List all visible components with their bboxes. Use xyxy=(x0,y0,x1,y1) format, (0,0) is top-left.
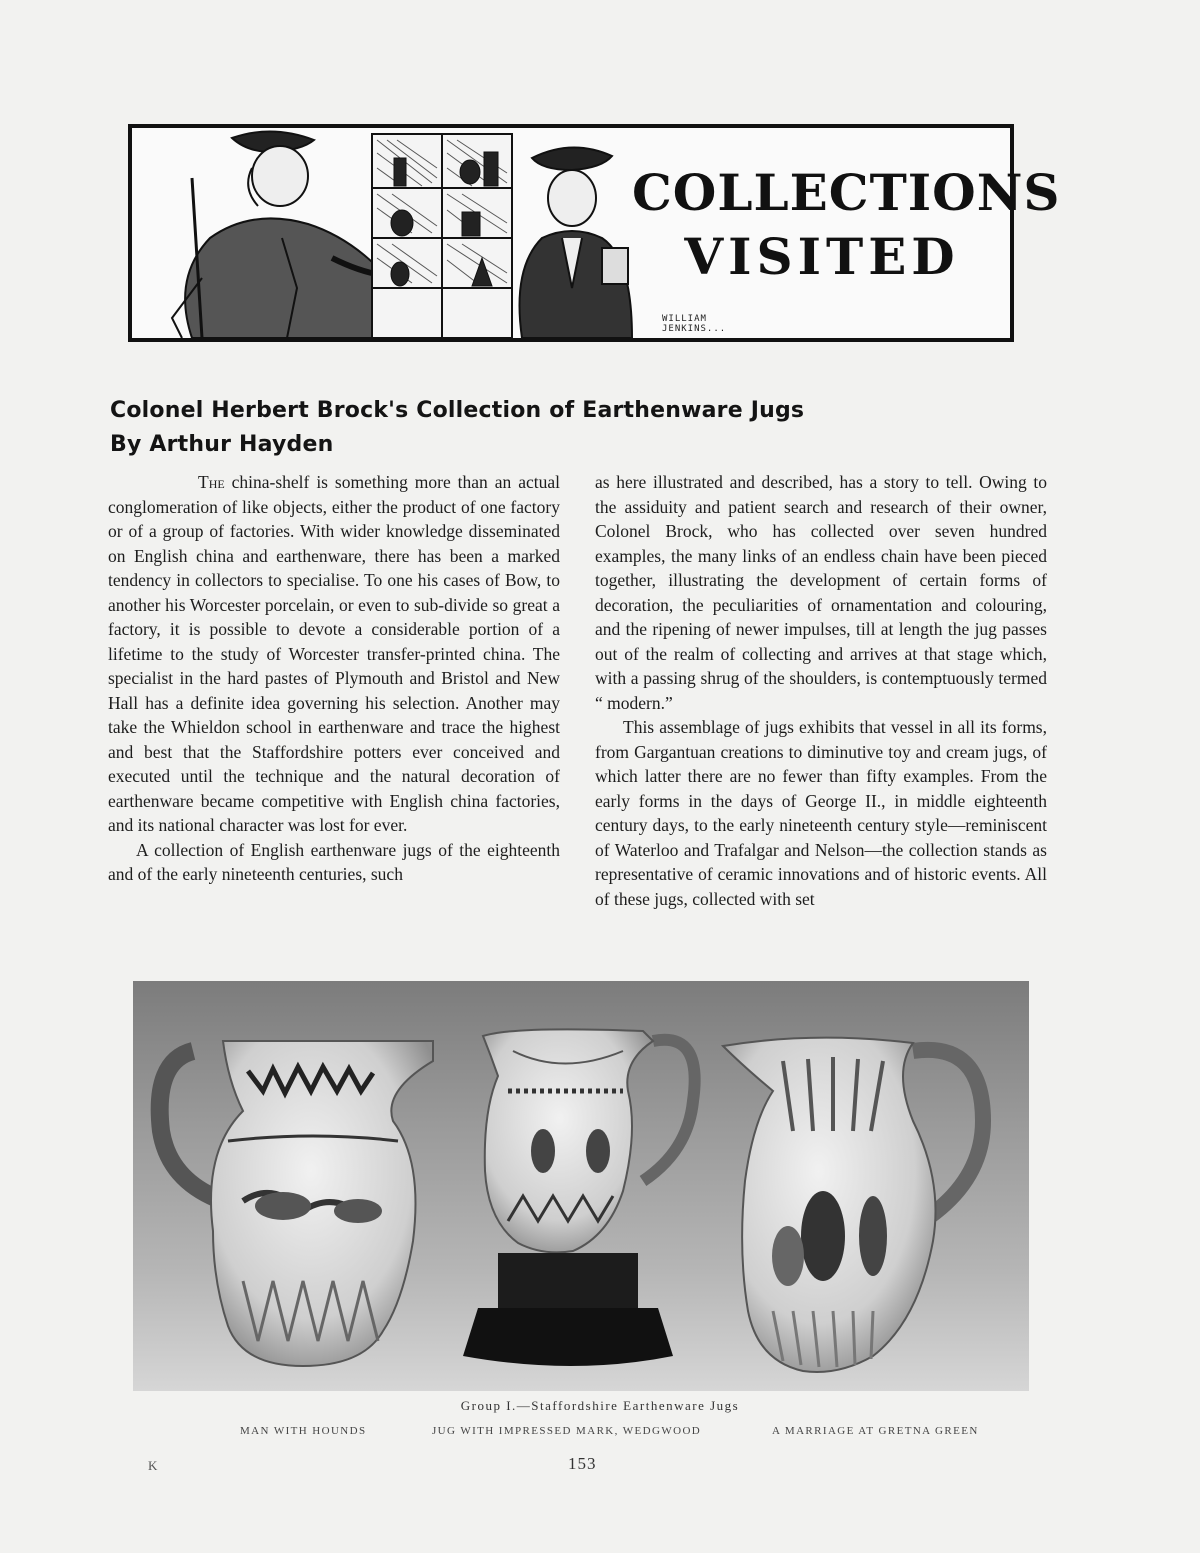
paragraph xyxy=(595,715,1047,911)
figure-caption: Group I.—Staffordshire Earthenware Jugs xyxy=(460,1398,740,1413)
banner-title xyxy=(632,163,1061,286)
left-column xyxy=(108,470,560,887)
figure-label-left: MAN WITH HOUNDS xyxy=(240,1425,367,1437)
artist-signature xyxy=(662,314,726,334)
article-headline xyxy=(110,394,1090,462)
jugs-illustration xyxy=(133,981,1029,1391)
signature-letter: K xyxy=(148,1458,158,1473)
paragraph xyxy=(595,470,1047,715)
banner-title-line2: VISITED xyxy=(684,227,960,286)
paragraph xyxy=(108,838,560,887)
paragraph-text: as here illustrated and described, has a story to tell. Owing to the assiduity and patient search and research of their owner, Colonel Brock, who has collected over seven hundred examples, the many links of an endless chain have been pieced together, illustrating the development of certain forms of decoration, the peculiarities of ornamentation and colouring, and the ripening of newer impulses, till at length the jug passes out of the realm of collecting and arrives at that stage which, with a passing shrug of the shoulders, is contemptuously termed “ modern.” xyxy=(595,472,1047,713)
banner-illustration xyxy=(132,128,632,338)
page-number: 153 xyxy=(568,1454,597,1473)
paragraph-text: A collection of English earthenware jugs of the eighteenth and of the early nineteenth centuries, such xyxy=(108,839,560,884)
paragraph-text: This assemblage of jugs exhibits that vessel in all its forms, from Gargantuan creations to diminutive toy and cream jugs, of which latter there are no fewer than fifty examples. From the early forms in the days of George II., in middle eighteenth century days, to the early nineteenth century style—reminiscent of Waterloo and Trafalgar and Nelson—the collection stands as representative of ceramic innovations and of historic events. All of these jugs, collected with set xyxy=(595,717,1047,909)
header-banner xyxy=(128,124,1061,342)
figure-label-center: JUG WITH IMPRESSED MARK, WEDGWOOD xyxy=(432,1425,702,1437)
paragraph xyxy=(108,470,560,838)
right-column xyxy=(595,470,1047,911)
article-title: Colonel Herbert Brock's Collection of Earthenware Jugs xyxy=(110,398,805,423)
artist-signature-line2: JENKINS... xyxy=(662,324,727,334)
jug-wedgwood xyxy=(463,1029,695,1366)
banner-title-line1: COLLECTIONS xyxy=(632,163,1061,222)
jugs-photograph xyxy=(133,981,1029,1391)
jug-gretna-green xyxy=(723,1038,983,1372)
lead-word: The xyxy=(198,472,225,492)
jug-man-with-hounds xyxy=(160,1041,433,1366)
article-byline: By Arthur Hayden xyxy=(110,432,334,457)
figure-label-right: A MARRIAGE AT GRETNA GREEN xyxy=(772,1425,979,1437)
artist-signature-line1: WILLIAM xyxy=(662,314,707,324)
paragraph-text: china-shelf is something more than an actual conglomeration of like objects, either the product of one factory or of a group of factories. With wider knowledge disseminated on English china and earthenware, there has been a marked tendency in collectors to specialise. To one his cases of Bow, to another his Worcester porcelain, or even to sub-divide so great a factory, it is possible to devote a considerable portion of a lifetime to the study of Worcester transfer-printed china. The specialist in the hard pastes of Plymouth and Bristol and New Hall has a definite idea governing his selection. Another may take the Whieldon school in earthenware and trace the highest and best that the Staffordshire potters ever conceived and executed until the technique and the natural decoration of earthenware became competitive with English china factories, and its national character was lost for ever. xyxy=(108,472,560,835)
